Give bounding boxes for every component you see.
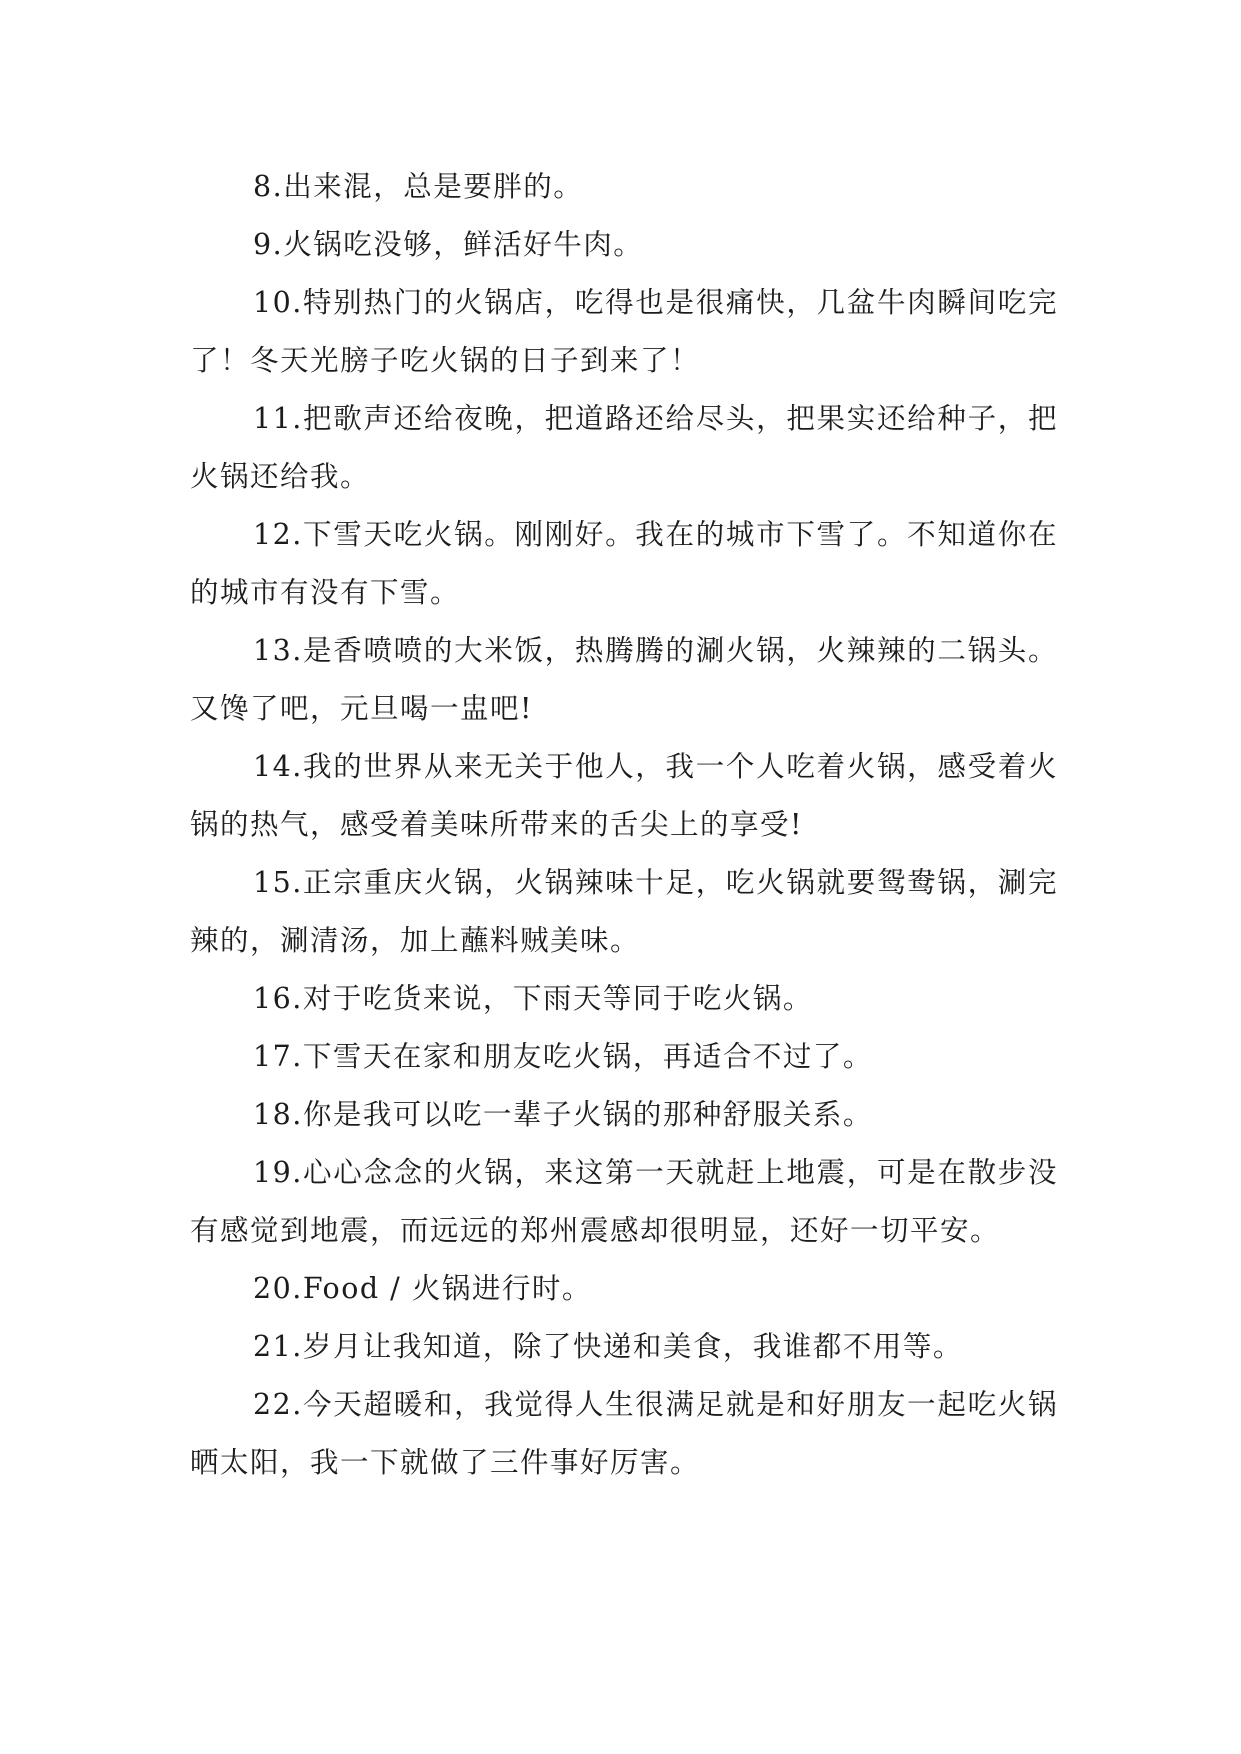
paragraph-14: 14.我的世界从来无关于他人，我一个人吃着火锅，感受着火锅的热气，感受着美味所带来的舌尖上的享受! [190, 750, 1058, 841]
paragraph-8: 8.出来混，总是要胖的。 [253, 170, 584, 203]
paragraph-22: 22.今天超暖和，我觉得人生很满足就是和好朋友一起吃火锅晒太阳，我一下就做了三件事好厉害。 [190, 1388, 1058, 1479]
paragraph-13: 13.是香喷喷的大米饭，热腾腾的涮火锅，火辣辣的二锅头。又馋了吧，元旦喝一盅吧! [190, 634, 1058, 725]
paragraph-15: 15.正宗重庆火锅，火锅辣味十足，吃火锅就要鸳鸯锅，涮完辣的，涮清汤，加上蘸料贼美味。 [190, 866, 1058, 957]
paragraph-16: 16.对于吃货来说，下雨天等同于吃火锅。 [253, 982, 813, 1015]
paragraph-10: 10.特别热门的火锅店，吃得也是很痛快，几盆牛肉瞬间吃完了！冬天光膀子吃火锅的日子到来了！ [190, 286, 1058, 377]
paragraph-11: 11.把歌声还给夜晚，把道路还给尽头，把果实还给种子，把火锅还给我。 [190, 402, 1058, 493]
paragraph-19: 19.心心念念的火锅，来这第一天就赶上地震，可是在散步没有感觉到地震，而远远的郑州震感却很明显，还好一切平安。 [190, 1156, 1058, 1247]
paragraph-17: 17.下雪天在家和朋友吃火锅，再适合不过了。 [253, 1040, 873, 1073]
paragraph-18: 18.你是我可以吃一辈子火锅的那种舒服关系。 [253, 1098, 873, 1131]
paragraph-12: 12.下雪天吃火锅。刚刚好。我在的城市下雪了。不知道你在的城市有没有下雪。 [190, 518, 1058, 609]
paragraph-20: 20.Food / 火锅进行时。 [253, 1272, 592, 1305]
paragraph-9: 9.火锅吃没够，鲜活好牛肉。 [253, 228, 644, 261]
document-body [190, 158, 1058, 1492]
paragraph-21: 21.岁月让我知道，除了快递和美食，我谁都不用等。 [253, 1330, 963, 1363]
